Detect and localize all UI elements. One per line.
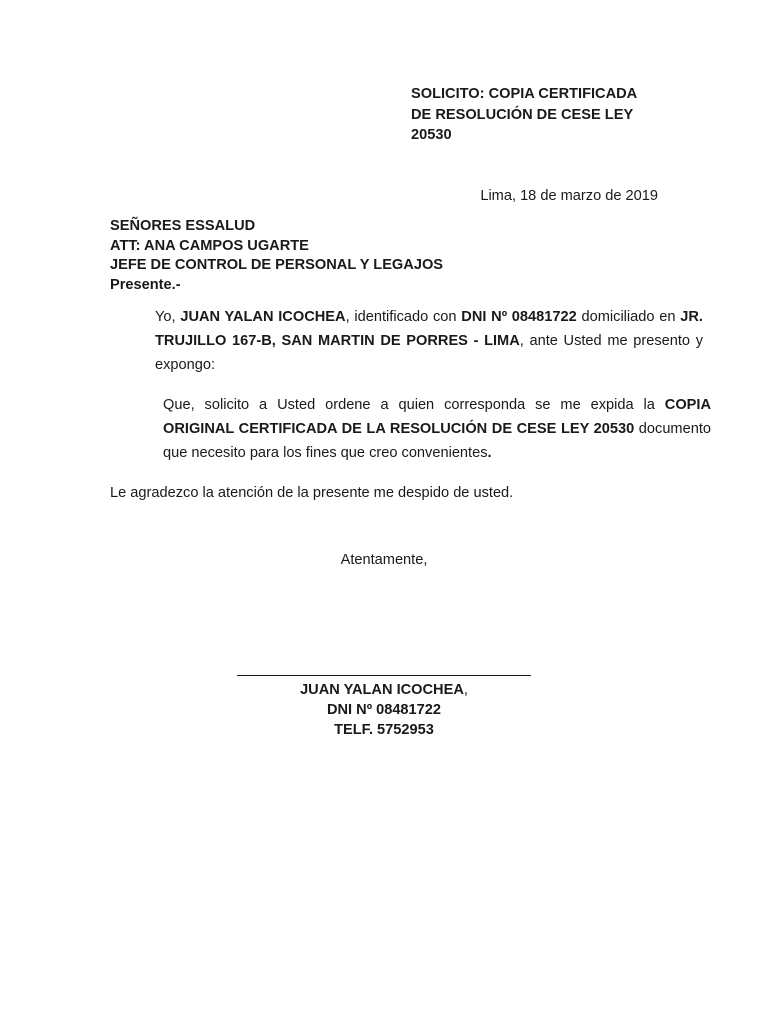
recipient-line-4: Presente.- (110, 276, 181, 293)
intro-text-4: , ante Usted me presento y expongo: (155, 333, 704, 373)
recipient-block (110, 217, 658, 295)
letter-date: Lima, 18 de marzo de 2019 (480, 188, 658, 204)
subject-line-1: SOLICITO: COPIA CERTIFICADA (411, 86, 638, 102)
request-text-2: documento que necesito para los fines que creo convenientes (163, 421, 711, 461)
applicant-dni: DNI Nº 08481722 (461, 309, 577, 325)
signature-line (237, 665, 531, 676)
requested-document: COPIA ORIGINAL CERTIFICADA DE LA RESOLUCIÓN DE CESE LEY 20530 (163, 397, 711, 437)
request-text-1: Que, solicito a Usted ordene a quien corresponda se me expida la (163, 397, 665, 413)
recipient-line-3: JEFE DE CONTROL DE PERSONAL Y LEGAJOS (110, 257, 444, 273)
subject-line-3: 20530 (411, 127, 452, 143)
signer-telephone: TELF. 5752953 (334, 722, 434, 738)
signer-name: JUAN YALAN ICOCHEA (300, 682, 464, 698)
closing-text: Atentamente, (340, 552, 428, 568)
recipient-line-2: ATT: ANA CAMPOS UGARTE (110, 237, 309, 254)
intro-text-2: , identificado con (345, 309, 462, 325)
request-paragraph (110, 393, 711, 465)
signature-block (236, 665, 532, 740)
applicant-name: JUAN YALAN ICOCHEA (180, 309, 346, 325)
introduction-paragraph (110, 305, 703, 377)
thanks-paragraph: Le agradezco la atención de la presente me despido de usted. (110, 485, 514, 501)
subject-line-2: DE RESOLUCIÓN DE CESE LEY (411, 106, 634, 123)
intro-text-1: Yo, (155, 309, 181, 325)
closing-salutation (110, 549, 658, 571)
signer-dni: DNI Nº 08481722 (326, 702, 442, 718)
signer-name-comma: , (463, 682, 468, 698)
request-period: . (487, 445, 492, 461)
applicant-address: JR. TRUJILLO 167-B, SAN MARTIN DE PORRES - LIMA (155, 309, 703, 349)
subject-block (411, 84, 658, 146)
signer-name-line (236, 680, 532, 700)
recipient-line-1: SEÑORES ESSALUD (110, 218, 256, 234)
intro-text-3: domiciliado en (576, 309, 681, 325)
